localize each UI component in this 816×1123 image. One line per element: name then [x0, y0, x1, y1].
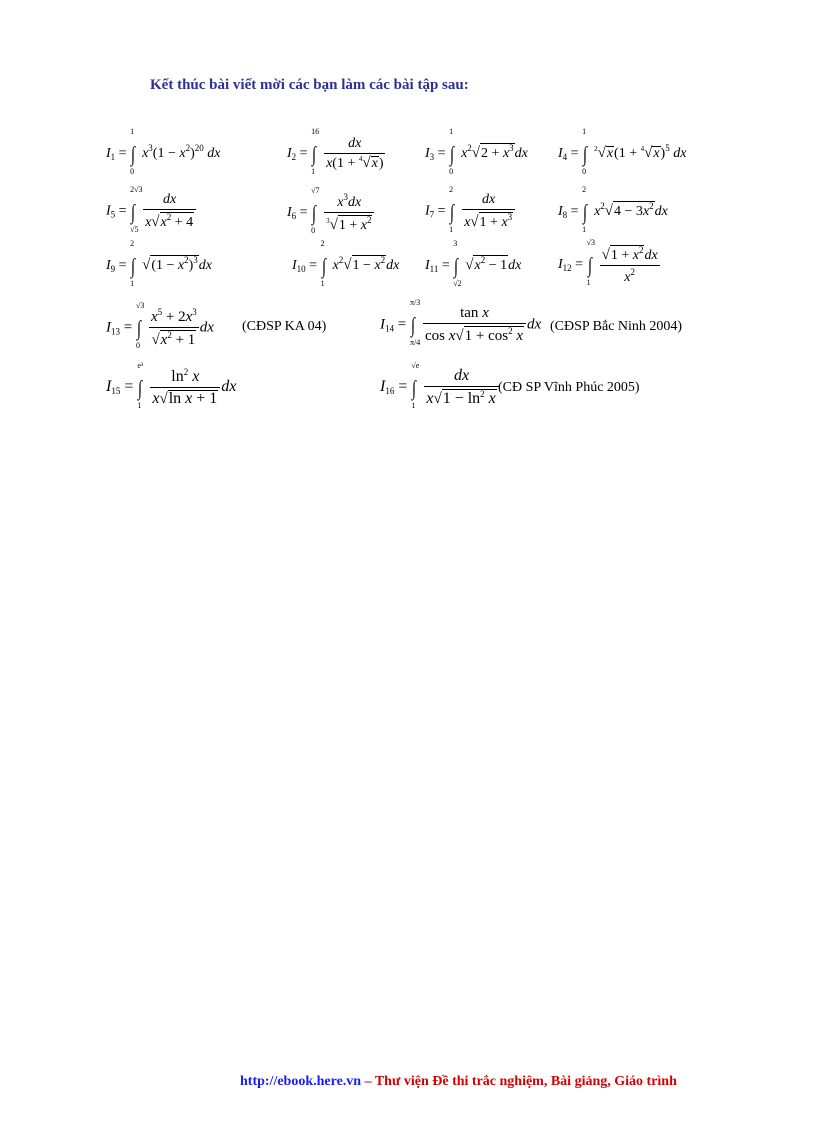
- integral-i8: $I_8$ = 2 ∫ 1 $x^2√4 - 3x^2dx$: [558, 185, 668, 234]
- integral-i10: $I_{10}$ = 2 ∫ 1 $x^2√1 - x^2dx$: [292, 239, 400, 288]
- integral-i9: $I_9$ = 2 ∫ 1 $√(1 - x^2)^3dx$: [106, 239, 212, 288]
- integral-i15: $I_{15}$ = e³ ∫ 1 $\frac{\ln^2 x}{\text{x√ln x + 1}}$ dx: [106, 360, 237, 410]
- integral-i7: $I_7$ = 2 ∫ 1 $\frac{dx}{x√1 + x^3}$: [425, 193, 516, 230]
- source-note-i16: (CĐ SP Vĩnh Phúc 2005): [498, 380, 640, 395]
- footer-dash: –: [361, 1074, 375, 1089]
- integral-i13: $I_{13}$ = √3 ∫ 0 $\frac{x^5 + 2x^3}{√x^2 + 1}$ dx: [106, 301, 214, 350]
- integral-i12: $I_{12}$ = √3 ∫ 1 $\frac{√1 + x^2dx}{x^2}$: [558, 238, 658, 287]
- integral-i2: $I_2$ = 16 ∫ 1 $\frac{dx}{x(1 + ^4√x)}$: [287, 127, 384, 176]
- footer: [240, 1074, 677, 1090]
- integral-i11: $I_{11}$ = 3 ∫ √2 $√x^2 - 1dx$: [425, 239, 522, 288]
- footer-library-text: Thư viện Đề thi trắc nghiệm, Bài giảng, Giáo trình: [374, 1074, 677, 1089]
- footer-link[interactable]: http://ebook.here.vn: [240, 1074, 362, 1089]
- integral-i16: $I_{16}$ = √e ∫ 1 $\frac{dx}{x√1 - \ln^2 x}$: [380, 368, 500, 407]
- integral-i6: $I_6$ = √7 ∫ 0 $\frac{x^3dx}{^3√1 + x^2}$: [287, 193, 375, 233]
- integral-i14: $I_{14}$ = π/3 ∫ π/4 $\frac{\text{tan x}}{\cos x√1 + \cos^2 x}$ dx: [380, 298, 542, 347]
- integral-i4: $I_4$ = 1 ∫ 0 $^2√x(1 + ^4√x)^5$ dx: [558, 127, 687, 176]
- integral-i1: $I_1$ = 1 ∫ 0 $x^3(1 - x^2)^{20}$ dx: [106, 127, 221, 176]
- source-note-i14: (CĐSP Bắc Ninh 2004): [550, 319, 683, 334]
- integral-i5: $I_5$ = 2√3 ∫ √5 $\frac{dx}{x√x^2 + 4}$: [106, 193, 197, 230]
- page-heading: Kết thúc bài viết mời các bạn làm các bài tập sau:: [150, 77, 469, 93]
- integral-i3: $I_3$ = 1 ∫ 0 $x^2√2 + x^3dx$: [425, 127, 528, 176]
- source-note-i13: (CĐSP KA 04): [242, 319, 327, 334]
